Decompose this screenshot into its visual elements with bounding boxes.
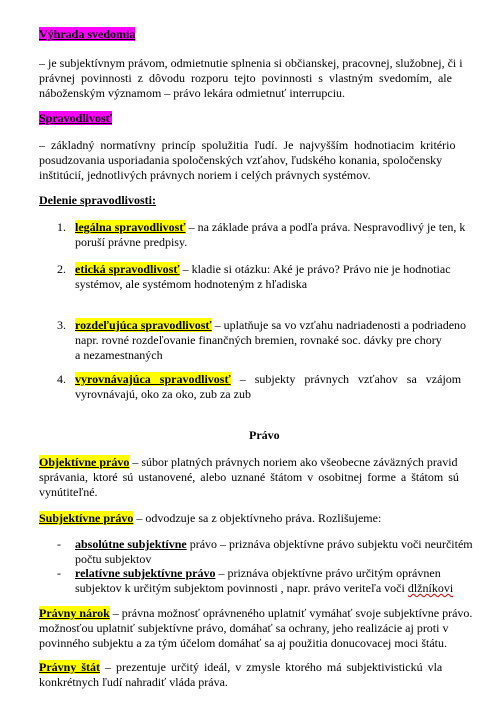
term-definition: – právna možnosť oprávneného uplatniť vymáhať svoje subjektívne právo. xyxy=(109,606,473,620)
bullet-dash xyxy=(57,537,61,552)
text-line: – základný normatívny princíp spolužitia ľudí. Je najvyšším hodnotiacim kritério xyxy=(39,138,456,152)
bullet-item-text xyxy=(75,537,473,567)
list-number: 2. xyxy=(57,262,66,276)
heading-text: Spravodlivosť xyxy=(39,111,112,125)
paragraph-pravny-narok xyxy=(39,606,472,651)
list-number: 1. xyxy=(57,220,66,234)
list-number: 3. xyxy=(57,318,66,332)
bullet-dash xyxy=(57,566,61,581)
list-item-text xyxy=(75,318,466,363)
term: relatívne subjektívne právo xyxy=(75,566,216,580)
term-definition: – súbor platných právnych noriem ako všeobecne záväzných pravid xyxy=(129,455,458,469)
term-definition: – subjekty právnych vzťahov sa vzájom xyxy=(230,372,462,386)
text-line: – je subjektívnym právom, odmietnutie splnenia si občianskej, pracovnej, služobnej, či i xyxy=(39,56,463,70)
paragraph-spravodlivost xyxy=(39,138,455,183)
text-line: povinného subjektu a za tým účelom domáhať sa aj použitia donucovacej moci štátu. xyxy=(39,636,448,650)
spellcheck-word: dlžníkovi xyxy=(407,581,454,595)
list-item xyxy=(57,220,66,235)
text-line: posudzovania usporiadania spoločenských vzťahov, ľudského konania, spoločensky xyxy=(39,153,443,167)
term-definition: – prezentuje určitý ideál, v zmysle ktorého má subjektivistickú vla xyxy=(100,660,443,674)
heading-text: Výhrada svedomia xyxy=(39,27,136,41)
text-line: inštitúcií, jednotlivých právnych noriem i celých právnych systémov. xyxy=(39,168,371,182)
list-item-text xyxy=(75,372,461,402)
list-item-text xyxy=(75,262,451,292)
term-definition: – uplatňuje sa vo vzťahu nadriadenosti a podriadeno xyxy=(211,318,467,332)
paragraph-pravny-stat xyxy=(39,660,442,690)
term-definition: právo – priznáva objektívne právo subjektu voči neurčitém xyxy=(186,537,473,551)
text-line: napr. rovné rozdeľovanie finančných bremien, rovnaké soc. dávky pre chory xyxy=(75,333,442,347)
term: rozdeľujúca spravodlivosť xyxy=(75,318,212,332)
term-definition: – na základe práva a podľa práva. Nespravodlivý je ten, k xyxy=(185,220,466,234)
term: Právny štát xyxy=(39,660,100,674)
bullet: - xyxy=(57,537,61,551)
list-item xyxy=(57,372,66,387)
page-subtitle xyxy=(249,428,280,443)
text-line: vynútiteľné. xyxy=(39,485,98,499)
term: absolútne subjektívne xyxy=(75,537,187,551)
paragraph-vyhrada xyxy=(39,56,463,101)
text-line: náboženským významom – právo lekára odmietnuť interrupciu. xyxy=(39,86,346,100)
paragraph-objektivne-pravo xyxy=(39,455,459,500)
term: Objektívne právo xyxy=(39,455,130,469)
term: vyrovnávajúca spravodlivosť xyxy=(75,372,231,386)
term-definition: – kladie si otázku: Aké je právo? Právo nie je hodnotiac xyxy=(179,262,451,276)
text-line: vyrovnávajú, oko za oko, zub za zub xyxy=(75,387,251,401)
text-line: počtu subjektov xyxy=(75,552,152,566)
section-heading-spravodlivost xyxy=(39,111,112,126)
list-item xyxy=(57,318,66,333)
section-heading-vyhrada xyxy=(39,27,135,42)
text-line: možnosťou uplatniť subjektívne právo, domáhať sa ochrany, jeho realizácie aj proti v xyxy=(39,621,449,635)
text-line: a nezamestnaných xyxy=(75,348,163,362)
bullet: - xyxy=(57,566,61,580)
heading-text: Delenie spravodlivosti: xyxy=(39,193,156,207)
text-line: správania, ktoré sú ustanovené, alebo uznané štátom v osobitnej forme a štátom sú xyxy=(39,470,459,484)
list-item-text xyxy=(75,220,465,250)
term: Subjektívne právo xyxy=(39,511,134,525)
list-number: 4. xyxy=(57,372,66,386)
list-item xyxy=(57,262,66,277)
text-line: konkrétnych ľudí nahradiť vláda práva. xyxy=(39,675,228,689)
term-definition: – priznáva objektívne právo určitým oprávnen xyxy=(215,566,441,580)
text-line: systémov, ale systémom hodnoteným z hľadiska xyxy=(75,277,308,291)
term: etická spravodlivosť xyxy=(75,262,180,276)
text-line: právnej povinnosti z dôvodu rozporu tejto povinnosti s vlastným svedomím, ale xyxy=(39,71,452,85)
term: legálna spravodlivosť xyxy=(75,220,186,234)
section-heading-delenie xyxy=(39,193,156,208)
paragraph-subjektivne-pravo xyxy=(39,511,381,526)
text-line: poruší právne predpisy. xyxy=(75,235,188,249)
term: Právny nárok xyxy=(39,606,110,620)
bullet-item-text xyxy=(75,566,453,596)
term-definition: – odvodzuje sa z objektívneho práva. Rozlišujeme: xyxy=(133,511,382,525)
heading-text: Právo xyxy=(249,428,280,442)
text-line: subjektov k určitým subjektom povinnosti , napr. právo veriteľa voči xyxy=(75,581,408,595)
